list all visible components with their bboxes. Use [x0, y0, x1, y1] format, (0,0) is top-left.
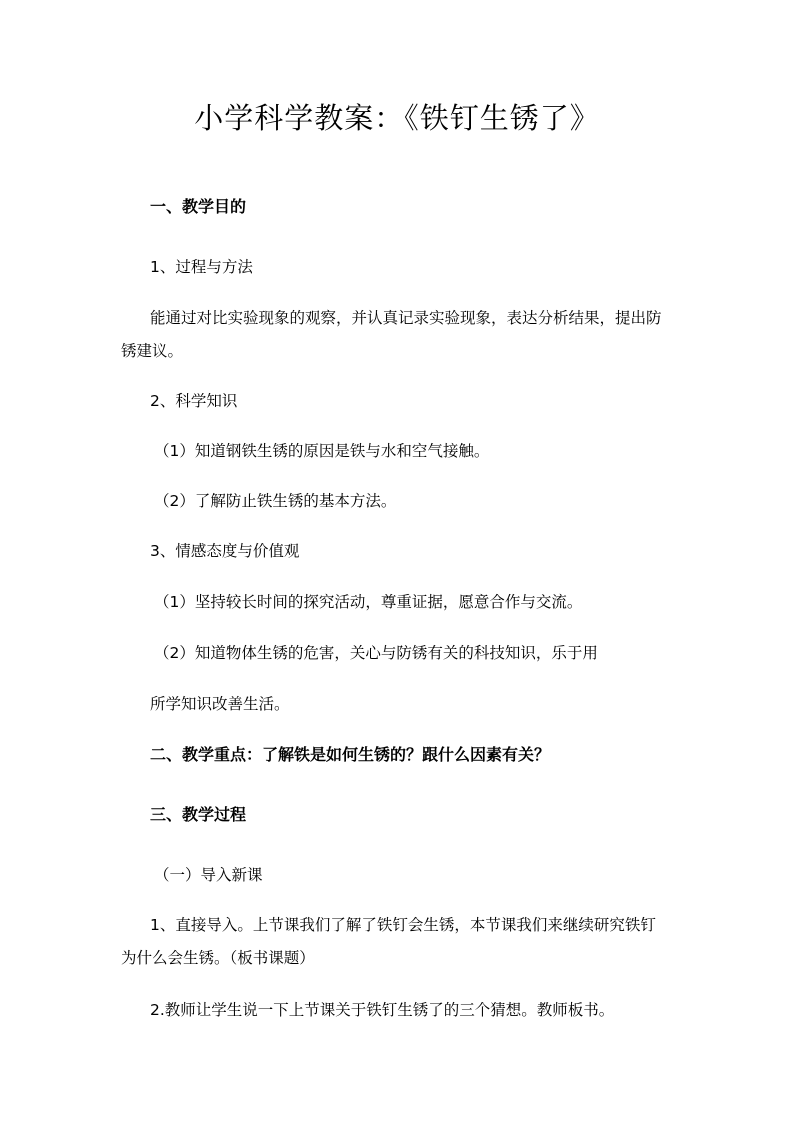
section-heading-process: 三、教学过程: [150, 805, 247, 824]
subheading-science-knowledge: 2、科学知识: [150, 392, 238, 410]
paragraph-line: 为什么会生锈。（板书课题）: [121, 949, 315, 967]
section-heading-key-point: 二、教学重点：了解铁是如何生锈的？跟什么因素有关？: [150, 745, 551, 764]
paragraph-line: 能通过对比实验现象的观察，并认真记录实验现象，表达分析结果，提出防: [150, 309, 662, 327]
section-heading-objectives: 一、教学目的: [150, 197, 247, 216]
subheading-attitude-values: 3、情感态度与价值观: [150, 542, 300, 560]
list-item: （2）了解防止铁生锈的基本方法。: [154, 492, 397, 510]
paragraph-line: 锈建议。: [121, 342, 184, 360]
list-item: （1）坚持较长时间的探究活动，尊重证据，愿意合作与交流。: [154, 593, 583, 611]
list-item: （2）知道物体生锈的危害，关心与防锈有关的科技知识，乐于用: [154, 644, 598, 662]
paragraph-line: 1、直接导入。上节课我们了解了铁钉会生锈，本节课我们来继续研究铁钉: [150, 916, 656, 934]
paragraph-line: 2.教师让学生说一下上节课关于铁钉生锈了的三个猜想。教师板书。: [150, 1001, 615, 1019]
list-item: （1）知道钢铁生锈的原因是铁与水和空气接触。: [154, 442, 490, 460]
paragraph-line: 所学知识改善生活。: [150, 695, 290, 713]
document-title: 小学科学教案：《铁钉生锈了》: [194, 101, 600, 135]
subheading-process-method: 1、过程与方法: [150, 258, 253, 276]
subheading-intro: （一）导入新课: [154, 866, 263, 884]
